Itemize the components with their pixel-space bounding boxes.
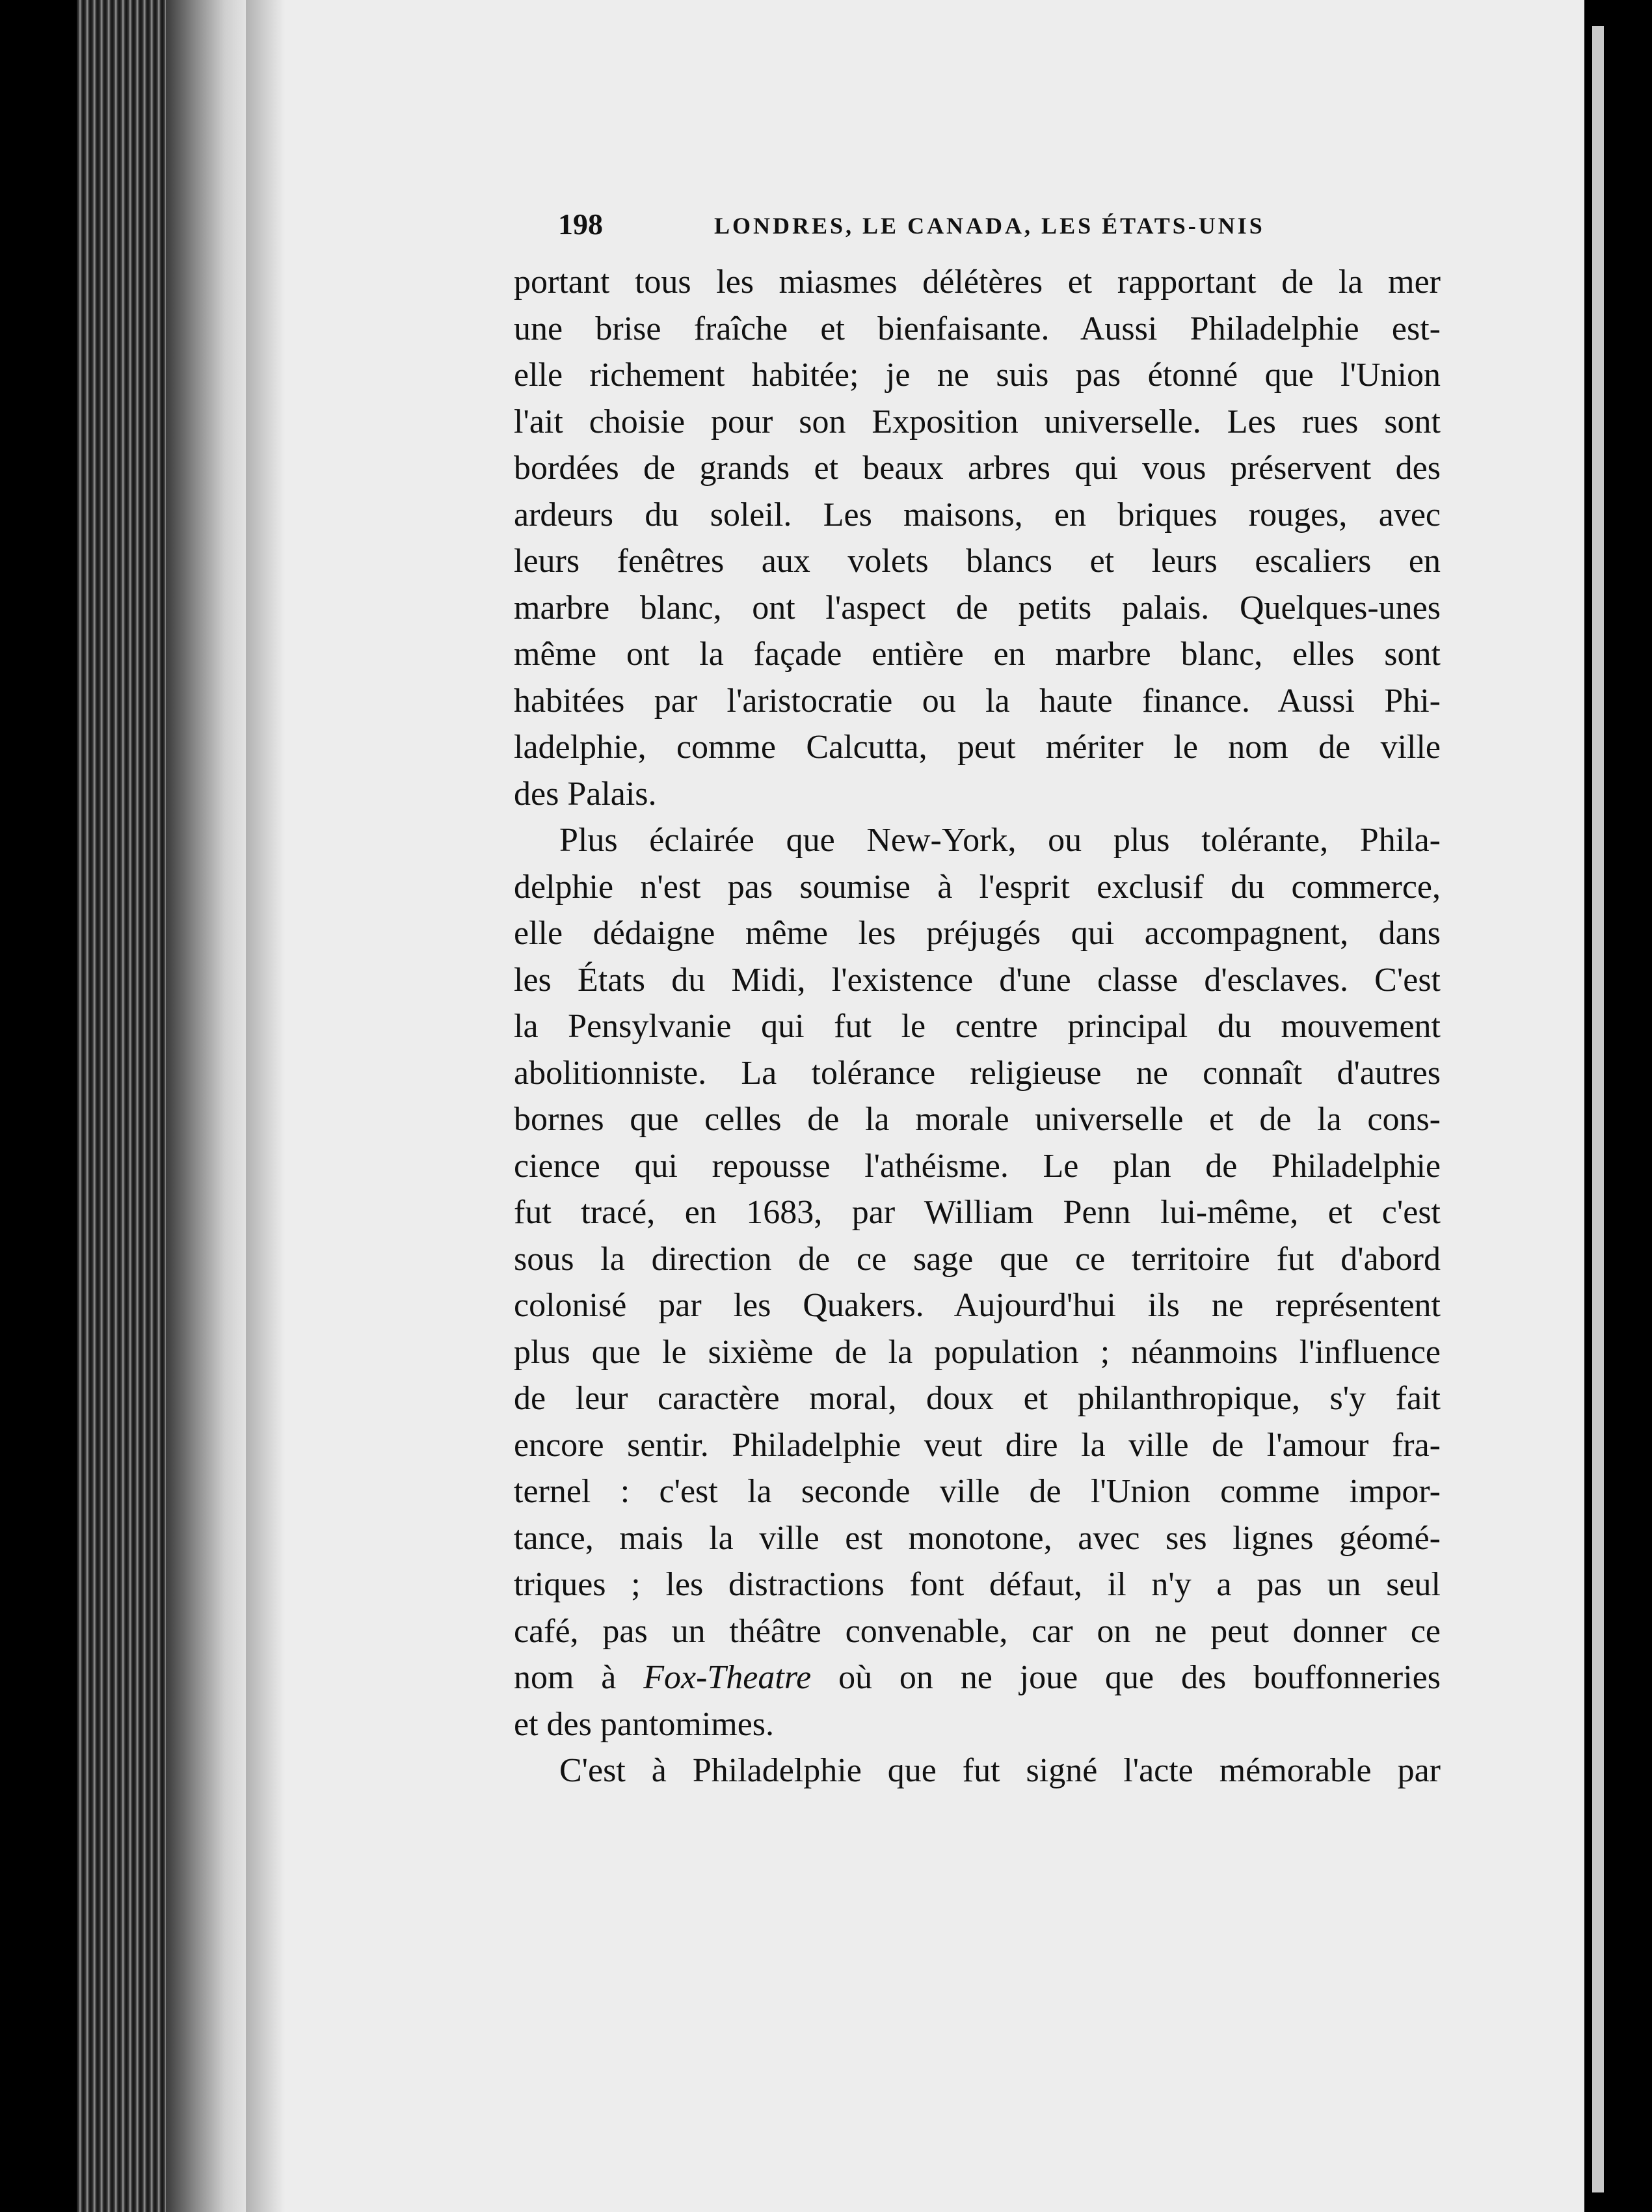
text-line: cience qui repousse l'athéisme. Le plan de Philadelphie [514,1147,1441,1185]
text-line: les États du Midi, l'existence d'une classe d'esclaves. C'est [514,961,1441,999]
text-line: marbre blanc, ont l'aspect de petits palais. Quelques-unes [514,589,1441,627]
text-line: tance, mais la ville est monotone, avec ses lignes géomé- [514,1519,1441,1557]
text-line: de leur caractère moral, doux et philanthropique, s'y fait [514,1380,1441,1417]
paragraph-start: Plus éclairée que New-York, ou plus tolérante, Phila- [559,822,1441,859]
running-title: LONDRES, LE CANADA, LES ÉTATS-UNIS [714,213,1265,239]
text-line: café, pas un théâtre convenable, car on ne peut donner ce [514,1612,1441,1650]
paragraph-start: C'est à Philadelphie que fut signé l'acte mémorable par [559,1752,1441,1789]
text-line: triques ; les distractions font défaut, il n'y a pas un seul [514,1566,1441,1603]
text-line: abolitionniste. La tolérance religieuse ne connaît d'autres [514,1054,1441,1092]
italic-title: Fox-Theatre [643,1659,812,1696]
book-edge-highlight [166,0,250,2212]
body-text [514,259,1441,1794]
text-line: bornes que celles de la morale universelle et de la cons- [514,1101,1441,1138]
text-segment: nom à [514,1659,644,1696]
text-line: l'ait choisie pour son Exposition universelle. Les rues sont [514,403,1441,440]
text-line: habitées par l'aristocratie ou la haute finance. Aussi Phi- [514,682,1441,720]
text-line: sous la direction de ce sage que ce territoire fut d'abord [514,1240,1441,1278]
text-line [514,1654,1441,1701]
text-line: la Pensylvanie qui fut le centre principal du mouvement [514,1008,1441,1045]
running-header [558,207,1306,252]
text-line: elle dédaigne même les préjugés qui accompagnent, dans [514,915,1441,952]
text-line: portant tous les miasmes délétères et rapportant de la mer [514,263,1441,301]
text-line: elle richement habitée; je ne suis pas étonné que l'Union [514,357,1441,394]
text-line: plus que le sixième de la population ; néanmoins l'influence [514,1333,1441,1371]
text-line: ternel : c'est la seconde ville de l'Union comme impor- [514,1473,1441,1510]
page-number: 198 [558,208,603,241]
gutter-shadow [246,0,285,2212]
text-line: bordées de grands et beaux arbres qui vous préservent des [514,450,1441,487]
text-line: même ont la façade entière en marbre blanc, elles sont [514,636,1441,673]
text-line: une brise fraîche et bienfaisante. Aussi Philadelphie est- [514,310,1441,347]
next-page-edge [1592,26,1604,2192]
text-line: colonisé par les Quakers. Aujourd'hui ils ne représentent [514,1287,1441,1324]
text-line: ardeurs du soleil. Les maisons, en briques rouges, avec [514,496,1441,533]
text-line: encore sentir. Philadelphie veut dire la ville de l'amour fra- [514,1426,1441,1464]
text-line: leurs fenêtres aux volets blancs et leurs escaliers en [514,543,1441,580]
text-line: fut tracé, en 1683, par William Penn lui-même, et c'est [514,1194,1441,1231]
text-line: delphie n'est pas soumise à l'esprit exclusif du commerce, [514,868,1441,906]
text-line: et des pantomimes. [514,1705,775,1743]
text-segment: où on ne joue que des bouffonneries [811,1659,1441,1696]
text-line: des Palais. [514,775,657,813]
text-line: ladelphie, comme Calcutta, peut mériter le nom de ville [514,729,1441,766]
